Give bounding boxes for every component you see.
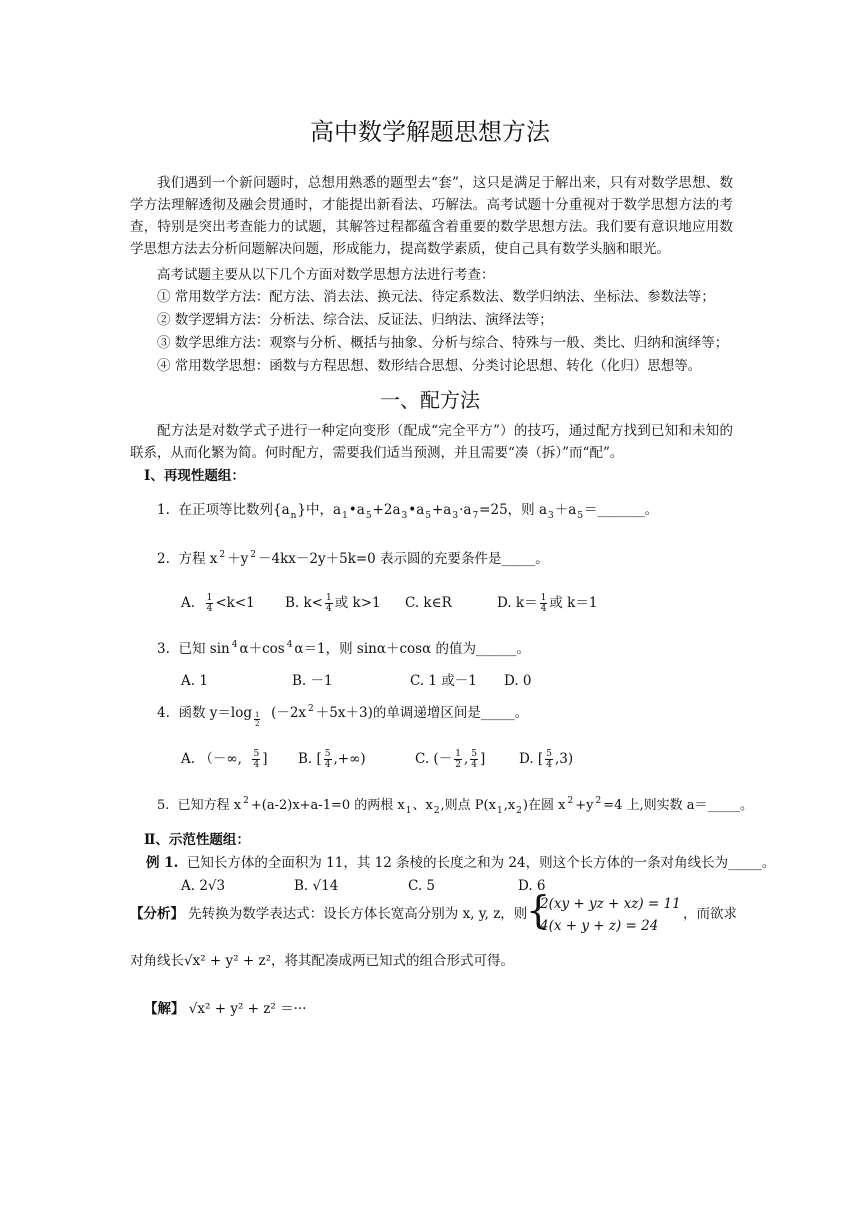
example-1-option-b: B. √14 (294, 878, 339, 894)
question-3-option-c: C. 1 或－1 (410, 673, 477, 689)
group-heading-2: Ⅱ、示范性题组： (144, 832, 250, 848)
question-3-option-a: A. 1 (181, 673, 208, 689)
question-5: 5. 已知方程 x $^2$ +(a-2)x+a-1=0 的两根 $x_1$、$x_2$,则点 $P(x_1,x_2)$在圆 x $^2$ +y $^2$ =4 上,则实数 a＝_____。 (157, 796, 753, 816)
analysis-tail: ，而欲求 (683, 906, 737, 922)
example-1-option-c: C. 5 (408, 878, 436, 894)
question-3-option-b: B. －1 (292, 673, 333, 689)
example-1: 例 1. 已知长方体的全面积为 11，其 12 条棱的长度之和为 24，则这个长方体的一条对角线长为_____。 (146, 855, 776, 871)
question-1: 1. 在正项等比数列$\{a_n\}$中，$a_1•a_5+2a_3•a_5+a_3\cdot a_7=25$，则 $a_3+a_5=\_\_\_\_\_\_\_$。 (157, 502, 659, 521)
intro-item-3: ③ 数学思维方法：观察与分析、概括与抽象、分析与综合、特殊与一般、类比、归纳和演绎等； (157, 335, 729, 351)
group-heading-1: Ⅰ、再现性题组： (144, 468, 245, 484)
question-2-option-c: C. k∈R (405, 595, 452, 611)
question-3: 3. 已知 sin $^4$ α＋cos $^4$ α＝1，则 sinα＋cosα 的值为______。 (157, 640, 530, 657)
document-title: 高中数学解题思想方法 (310, 118, 550, 146)
equation-1: 2(xy + yz + xz) = 11 (540, 896, 681, 912)
intro-item-2: ② 数学逻辑方法：分析法、综合法、反证法、归纳法、演绎法等； (157, 312, 553, 328)
question-2: 2. 方程 x $^2$ ＋y $^2$ －4kx－2y＋5k=0 表示圆的充要条件是_____。 (157, 550, 549, 567)
analysis-line-1: 【分析】 先转换为数学表达式：设长方体长宽高分别为 x, y, z，则 (130, 906, 528, 922)
analysis-line-2: 对角线长√x² + y² + z²，将其配凑成两已知式的组合形式可得。 (130, 953, 514, 969)
intro-item-4: ④ 常用数学思想：函数与方程思想、数形结合思想、分类讨论思想、转化（化归）思想等。 (157, 358, 702, 374)
question-4-option-c: C. (－ $\frac{1}{2}$ , $\frac{5}{4}$ ] (415, 749, 486, 770)
question-2-option-a: A. $\frac{1}{4}$ <k<1 (181, 593, 255, 614)
question-4-option-d: D. [ $\frac{5}{4}$ ,3) (519, 749, 574, 770)
section-heading: 一、配方法 (380, 388, 480, 412)
intro-lead: 高考试题主要从以下几个方面对数学思想方法进行考查： (157, 267, 495, 283)
equation-2: 4(x + y + z) = 24 (540, 918, 659, 934)
question-2-option-d: D. k＝ $\frac{1}{4}$ 或 k＝1 (497, 593, 598, 614)
question-4-option-a: A. （－∞, $\frac{5}{4}$ ] (181, 749, 268, 770)
question-2-option-b: B. k< $\frac{1}{4}$ 或 k>1 (285, 593, 381, 614)
solution: 【解】 √x² + y² + z² ＝··· (144, 1001, 307, 1017)
intro-item-1: ① 常用数学方法：配方法、消去法、换元法、待定系数法、数学归纳法、坐标法、参数法等； (157, 289, 715, 305)
question-3-option-d: D. 0 (504, 673, 532, 689)
example-1-option-a: A. 2√3 (181, 878, 226, 894)
section-description: 配方法是对数学式子进行一种定向变形（配成“完全平方”）的技巧，通过配方找到已知和未知的联系，从而化繁为简。何时配方，需要我们适当预测，并且需要“凑（拆）”而“配”。 (130, 423, 733, 461)
question-4-option-b: B. [ $\frac{5}{4}$ ,+∞) (298, 749, 366, 770)
intro-paragraph: 我们遇到一个新问题时，总想用熟悉的题型去“套”，这只是满足于解出来，只有对数学思想、数学方法理解透彻及融会贯通时，才能提出新看法、巧解法。高考试题十分重视对于数学思想方法的考查，特别是突出考查能力的试题，其解答过程都蕴含着重要的数学思想方法。我们要有意识地应用数学思想方法去分析问题解决问题，形成能力，提高数学素质，使自己具有数学头脑和眼光。 (130, 175, 733, 257)
question-4: 4. 函数 y＝log $\frac{1}{2}$ (－2x $^2$ ＋5x＋3)的单调递增区间是_____。 (157, 704, 529, 728)
brace-glyph: { (526, 888, 551, 932)
example-1-option-d: D. 6 (518, 878, 546, 894)
